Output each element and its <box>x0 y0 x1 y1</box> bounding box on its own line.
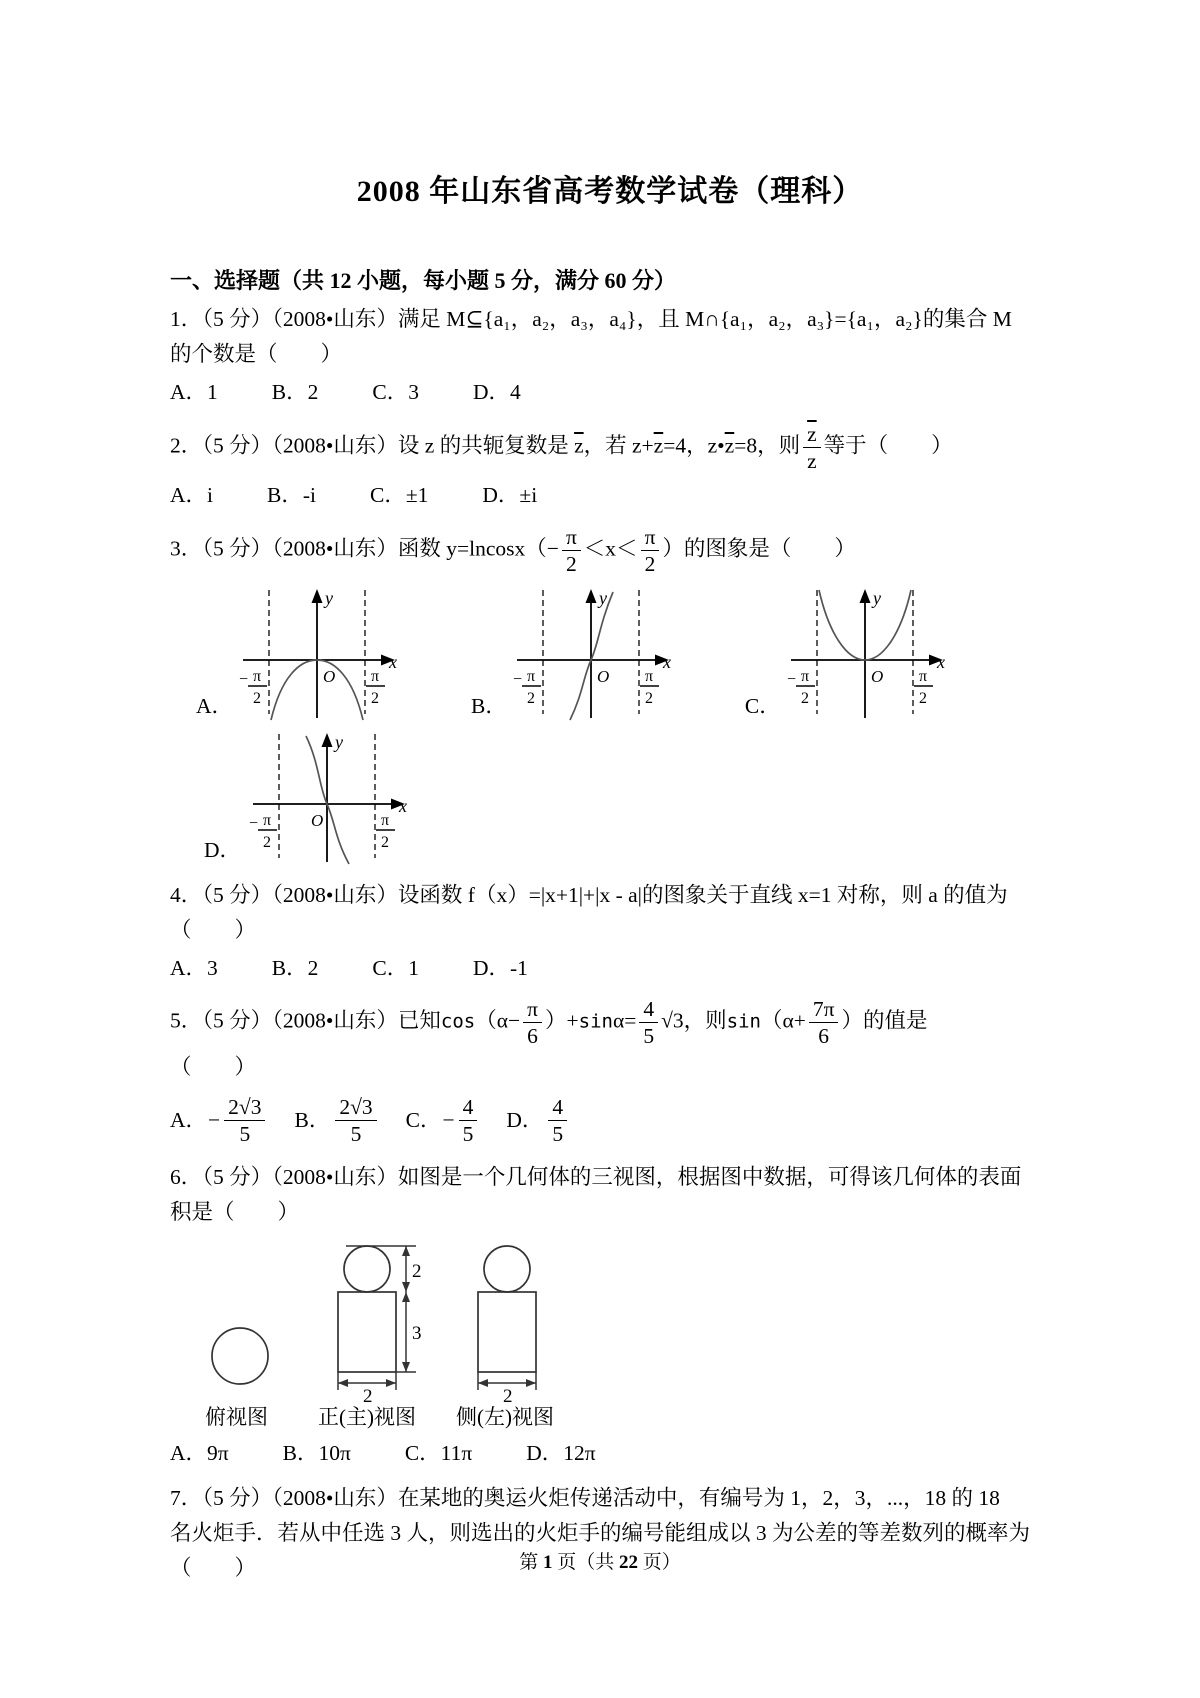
option-a: A．3 <box>170 955 218 980</box>
front-view-rect <box>338 1292 396 1372</box>
page-footer <box>0 1548 1200 1579</box>
q5-text: ）的值是 <box>841 1008 928 1033</box>
dim-side-width: 2 <box>503 1386 513 1408</box>
origin-label: O <box>596 666 610 686</box>
option-c-label: C． <box>405 1108 442 1133</box>
page-title: 2008 年山东省高考数学试卷（理科） <box>356 175 864 208</box>
arrow-up-icon <box>402 1246 410 1256</box>
y-label: y <box>598 587 607 608</box>
graph-row-abc <box>196 586 1050 726</box>
two-label: 2 <box>381 833 390 851</box>
q5-text: （α+ <box>760 1008 806 1033</box>
question-2-options <box>170 478 1050 513</box>
side-view-label: 侧(左)视图 <box>456 1405 554 1430</box>
q3-text: 3．（5 分）（2008•山东）函数 y=lncosx（ <box>170 536 547 561</box>
question-2-stem <box>170 420 1050 475</box>
fraction-4-over-5: $\frac{4}{5}$ <box>639 997 658 1048</box>
q2-text: 等于（ ） <box>823 433 953 458</box>
graph-a-label: A． <box>196 694 234 719</box>
arrow-left-icon <box>338 1379 348 1387</box>
arrow-down-icon <box>402 1282 410 1292</box>
graph-d <box>247 730 415 870</box>
dim-rect-height: 3 <box>412 1323 422 1345</box>
y-arrow-icon <box>312 589 323 603</box>
inequality-text: ＜x＜ <box>583 536 638 561</box>
arrow-up-icon <box>402 1292 410 1302</box>
q2-text: =8，则 <box>734 433 801 458</box>
y-label: y <box>325 587 334 608</box>
two-label: 2 <box>371 689 380 707</box>
footer-page-number: 1 <box>542 1552 553 1573</box>
option-c: C．11π <box>404 1441 473 1466</box>
option-a-label: A． <box>170 1108 208 1133</box>
option-c: C．1 <box>372 955 419 980</box>
x-label: x <box>936 651 945 672</box>
arrow-right-icon <box>526 1379 536 1387</box>
question-7-line3: （ ） <box>170 1555 257 1580</box>
q5-text: α= <box>612 1008 637 1033</box>
question-1-line1: 1．（5 分）（2008•山东）满足 M⊆{a₁，a₂，a₃，a₄}，且 M∩{a₁，a₂，a₃}={a₁，a₂}的集合 M <box>170 307 1012 332</box>
question-6-options <box>170 1436 1050 1471</box>
pi-label: π <box>252 667 262 685</box>
two-label: 2 <box>644 689 653 707</box>
two-label: 2 <box>526 689 535 707</box>
question-4-line1: 4．（5 分）（2008•山东）设函数 f（x）=|x+1|+|x - a|的图象关于直线 x=1 对称，则 a 的值为 <box>170 882 1008 907</box>
two-label: 2 <box>918 689 927 707</box>
option-d: D．±i <box>482 482 538 507</box>
sin-token: sin <box>578 1010 613 1033</box>
graph-option-a <box>196 586 405 726</box>
sin-token: sin <box>726 1010 761 1033</box>
option-d-label: D． <box>506 1108 544 1133</box>
two-label: 2 <box>253 689 262 707</box>
z-conjugate: $\overline{z}$ <box>653 433 664 458</box>
minus-label: − <box>786 670 796 688</box>
graph-d-label: D． <box>204 838 242 863</box>
x-label: x <box>389 651 398 672</box>
pi-label: π <box>800 667 809 685</box>
q2-text: 2．（5 分）（2008•山东）设 z 的共轭复数是 <box>170 433 575 458</box>
q5-text: （α− <box>475 1008 521 1033</box>
q3-text: ）的图象是（ ） <box>662 536 856 561</box>
front-view-circle <box>344 1246 390 1292</box>
fraction-zbar-over-z: $\frac{\overline{z}}{z}$ <box>803 422 821 473</box>
option-c-fraction: $\frac{4}{5}$ <box>459 1095 478 1146</box>
pi-label: π <box>526 667 535 685</box>
graph-b-label: B． <box>471 694 507 719</box>
graph-option-d <box>204 730 1050 870</box>
graph-option-b <box>471 586 679 726</box>
side-view-rect <box>478 1292 536 1372</box>
y-label: y <box>335 731 344 752</box>
question-1 <box>170 302 1050 409</box>
question-7-line1: 7．（5 分）（2008•山东）在某地的奥运火炬传递活动中，有编号为 1，2，3，...，18 的 18 <box>170 1485 1000 1510</box>
origin-label: O <box>870 666 883 686</box>
top-view-circle <box>212 1328 268 1384</box>
three-view-svg <box>178 1240 608 1430</box>
minus-sign: − <box>442 1108 455 1133</box>
fraction-7pi-over-6: $\frac{7\pi}{6}$ <box>809 997 839 1048</box>
q5-text: ）+ <box>544 1008 579 1033</box>
minus-sign: − <box>546 536 559 561</box>
question-6 <box>170 1160 1050 1470</box>
question-4-line2: （ ） <box>170 917 257 942</box>
question-5 <box>170 995 1050 1148</box>
two-label: 2 <box>263 833 272 851</box>
minus-label: − <box>512 670 522 688</box>
y-label: y <box>872 587 881 608</box>
fraction-pi-over-6: $\frac{\pi}{6}$ <box>523 997 542 1048</box>
question-1-options <box>170 375 1050 410</box>
question-5-options <box>170 1093 1050 1148</box>
graph-b <box>511 586 679 726</box>
graph-a <box>237 586 405 726</box>
origin-label: O <box>311 810 324 830</box>
dim-circle-height: 2 <box>412 1261 422 1283</box>
z-conjugate: $\overline{z}$ <box>724 433 735 458</box>
question-2 <box>170 420 1050 513</box>
arrow-right-icon <box>386 1379 396 1387</box>
graph-option-c <box>745 586 953 726</box>
cos-token: cos <box>440 1010 476 1033</box>
q2-text: =4，z• <box>663 433 725 458</box>
pi-label: π <box>262 811 272 829</box>
origin-label: O <box>323 666 336 686</box>
arrow-down-icon <box>402 1362 410 1372</box>
fraction-pi-over-2: $\frac{\pi}{2}$ <box>641 525 660 576</box>
section-heading: 一、选择题（共 12 小题，每小题 5 分，满分 60 分） <box>170 267 677 293</box>
question-6-line1: 6．（5 分）（2008•山东）如图是一个几何体的三视图，根据图中数据，可得该几何体的表面 <box>170 1165 1022 1190</box>
option-c: C．3 <box>372 379 419 404</box>
graph-c-label: C． <box>744 694 781 719</box>
question-6-line2: 积是（ ） <box>170 1200 300 1225</box>
graph-c <box>785 586 953 726</box>
footer-total-pages: 22 <box>619 1552 638 1573</box>
option-b: B．-i <box>267 482 316 507</box>
footer-text: 页） <box>638 1552 681 1573</box>
option-b: B．2 <box>271 955 319 980</box>
footer-text: 第 <box>519 1552 543 1573</box>
option-b: B．10π <box>282 1441 351 1466</box>
minus-sign: − <box>208 1108 221 1133</box>
question-5-paren: （ ） <box>170 1055 257 1080</box>
option-d: D．4 <box>472 379 521 404</box>
option-d: D．12π <box>526 1441 596 1466</box>
y-arrow-icon <box>585 589 596 603</box>
side-view-circle <box>484 1246 530 1292</box>
pi-label: π <box>918 667 927 685</box>
pi-label: π <box>370 667 380 685</box>
option-d-fraction: $\frac{4}{5}$ <box>548 1095 567 1146</box>
z-conjugate: $\overline{z}$ <box>574 433 584 458</box>
x-label: x <box>399 795 408 816</box>
question-4-options <box>170 951 1050 986</box>
minus-label: − <box>249 814 259 832</box>
option-b-label: B． <box>294 1108 331 1133</box>
q2-text: ，若 z+ <box>583 433 654 458</box>
question-5-stem <box>170 995 1050 1050</box>
option-c: C．±1 <box>370 482 429 507</box>
question-3-stem <box>170 523 1050 578</box>
x-label: x <box>662 651 671 672</box>
q5-text: 5．（5 分）（2008•山东）已知 <box>170 1008 441 1033</box>
y-arrow-icon <box>859 589 870 603</box>
three-view-diagram <box>178 1240 1050 1430</box>
y-arrow-icon <box>322 733 333 747</box>
two-label: 2 <box>800 689 809 707</box>
question-7-line2: 名火炬手．若从中任选 3 人，则选出的火炬手的编号能组成以 3 为公差的等差数列的概率为 <box>170 1520 1031 1545</box>
question-4 <box>170 878 1050 985</box>
question-3 <box>170 523 1050 870</box>
fraction-pi-over-2: $\frac{\pi}{2}$ <box>562 525 581 576</box>
front-view-label: 正(主)视图 <box>318 1405 416 1430</box>
q5-text: √3，则 <box>661 1008 727 1033</box>
dim-front-width: 2 <box>363 1386 373 1408</box>
option-d: D．-1 <box>472 955 528 980</box>
arrow-left-icon <box>478 1379 488 1387</box>
question-1-line2: 的个数是（ ） <box>170 342 343 367</box>
option-a-fraction: $\frac{2√3}{5}$ <box>224 1095 265 1146</box>
option-b: B．2 <box>271 379 319 404</box>
pi-label: π <box>380 811 390 829</box>
footer-text: 页（共 <box>552 1552 619 1573</box>
minus-label: − <box>239 670 249 688</box>
option-a: A．i <box>170 482 214 507</box>
option-a: A．1 <box>170 379 218 404</box>
pi-label: π <box>644 667 653 685</box>
top-view-label: 俯视图 <box>205 1405 268 1430</box>
option-a: A．9π <box>170 1441 229 1466</box>
option-b-fraction: $\frac{2√3}{5}$ <box>335 1095 376 1146</box>
